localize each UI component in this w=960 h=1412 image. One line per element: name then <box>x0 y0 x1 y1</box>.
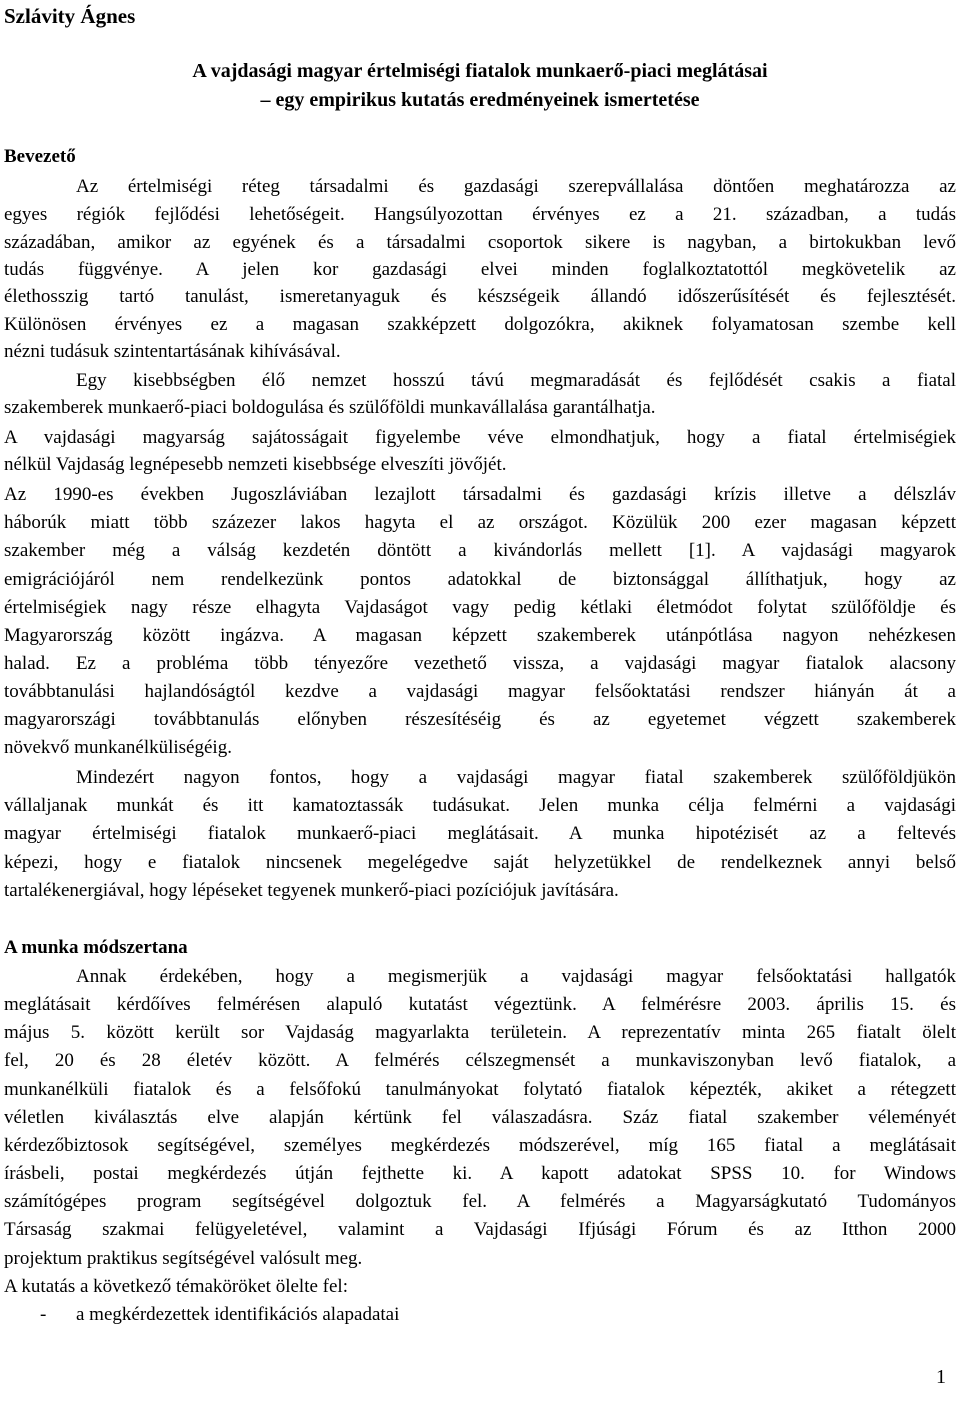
body-line: Mindezért nagyon fontos, hogy a vajdasági magyar fiatal szakemberek szülőföldjükön <box>76 767 956 788</box>
body-line: Az értelmiségi réteg társadalmi és gazdasági szerepvállalása döntően meghatározza az <box>76 176 956 197</box>
body-line: Egy kisebbségben élő nemzet hosszú távú megmaradását és fejlődését csakis a fiatal <box>76 370 956 391</box>
body-line: meglátásait kérdőíves felmérésen alapuló kutatást végeztünk. A felmérésre 2003. április 15. és <box>4 994 956 1015</box>
page-number: 1 <box>936 1366 946 1388</box>
body-line: véletlen kiválasztás elve alapján kértünk fel válaszadásra. Száz fiatal szakember véleményét <box>4 1107 956 1128</box>
body-line: kérdezőbiztosok segítségével, személyes megkérdezés módszerével, míg 165 fiatal a meglátásait <box>4 1135 956 1156</box>
body-line: május 5. között került sor Vajdaság magyarlakta területein. A reprezentatív minta 265 fiatalt ölelt <box>4 1022 956 1043</box>
body-line: A kutatás a következő témaköröket ölelte fel: <box>4 1276 348 1297</box>
bullet-item: a megkérdezettek identifikációs alapadatai <box>76 1304 400 1325</box>
body-line: élethosszig tartó tanulást, ismeretanyaguk és készségeik állandó időszerűsítését és fejlesztését. <box>4 286 956 307</box>
body-line: Magyarország között ingázva. A magasan képzett szakemberek utánpótlása nagyon nehézkesen <box>4 625 956 646</box>
bullet-dash: - <box>40 1304 47 1325</box>
body-line: munkanélküli fiatalok és a felsőfokú tanulmányokat folytató fiatalok képezték, akiket a rétegzett <box>4 1079 956 1100</box>
body-line: projektum praktikus segítségével valósult meg. <box>4 1248 363 1269</box>
body-line: magyarországi továbbtanulás előnyben részesítéséig és az egyetemet végzett szakemberek <box>4 709 956 730</box>
body-line: Különösen érvényes ez a magasan szakképzett dolgozókra, akiknek folyamatosan szembe kell <box>4 314 956 335</box>
body-line: számítógépes program segítségével dolgoztuk fel. A felmérés a Magyarságkutató Tudományos <box>4 1191 956 1212</box>
body-line: tartalékenergiával, hogy lépéseket tegyenek munkerő-piaci pozíciójuk javítására. <box>4 880 619 901</box>
body-line: szakemberek munkaerő-piaci boldogulása és szülőföldi munkavállalása garantálhatja. <box>4 397 656 418</box>
body-line: írásbeli, postai megkérdezés útján fejthette ki. A kapott adatokat SPSS 10. for Windows <box>4 1163 956 1184</box>
body-line: egyes régiók fejlődési lehetőségeit. Hangsúlyozottan érvényes ez a 21. században, a tudás <box>4 204 956 225</box>
body-line: háborúk miatt több százezer lakos hagyta el az országot. Közülük 200 ezer magasan képzett <box>4 512 956 533</box>
title-line-1: A vajdasági magyar értelmiségi fiatalok munkaerő-piaci meglátásai <box>192 60 768 82</box>
body-line: vállaljanak munkát és itt kamatoztassák tudásukat. Jelen munka célja felmérni a vajdasági <box>4 795 956 816</box>
body-line: továbbtanulási hajlandóságtól kezdve a vajdasági magyar felsőoktatási rendszer hiányán át a <box>4 681 956 702</box>
body-line: értelmiségiek nagy része elhagyta Vajdaságot vagy pedig kétlaki életmódot folytat szülőföldje és <box>4 597 956 618</box>
body-line: A vajdasági magyarság sajátosságait figyelembe véve elmondhatjuk, hogy a fiatal értelmiségiek <box>4 427 956 448</box>
body-line: Az 1990-es években Jugoszláviában lezajlott társadalmi és gazdasági krízis illetve a délszláv <box>4 484 956 505</box>
body-line: emigrációjáról nem rendelkezünk pontos adatokkal de biztonsággal állíthatjuk, hogy az <box>4 569 956 590</box>
body-line: nézni tudásuk szintentartásának kihívásával. <box>4 341 341 362</box>
body-line: magyar értelmiségi fiatalok munkaerő-piaci meglátásait. A munka hipotézisét az a feltevés <box>4 823 956 844</box>
title-line-2: – egy empirikus kutatás eredményeinek ismertetése <box>260 89 700 111</box>
section-heading-intro: Bevezető <box>4 146 76 167</box>
section-heading-method: A munka módszertana <box>4 937 188 958</box>
body-line: szakember még a válság kezdetén döntött a kivándorlás mellett [1]. A vajdasági magyarok <box>4 540 956 561</box>
body-line: fel, 20 és 28 életév között. A felmérés célszegmensét a munkaviszonyban levő fiatalok, a <box>4 1050 956 1071</box>
author-name: Szlávity Ágnes <box>4 4 136 28</box>
body-line: halad. Ez a probléma több tényezőre vezethető vissza, a vajdasági magyar fiatalok alacsony <box>4 653 956 674</box>
body-line: képezi, hogy e fiatalok nincsenek megelégedve saját helyzetükkel de rendelkeznek annyi belső <box>4 852 956 873</box>
body-line: Annak érdekében, hogy a megismerjük a vajdasági magyar felsőoktatási hallgatók <box>76 966 956 987</box>
body-line: Társaság szakmai felügyeletével, valamint a Vajdasági Ifjúsági Fórum és az Itthon 2000 <box>4 1219 956 1240</box>
body-line: századában, amikor az egyének és a társadalmi csoportok sikere is nagyban, a birtokukban levő <box>4 232 956 253</box>
body-line: nélkül Vajdaság legnépesebb nemzeti kisebbsége elveszíti jövőjét. <box>4 454 507 475</box>
body-line: tudás függvénye. A jelen kor gazdasági elvei minden foglalkoztatottól megkövetelik az <box>4 259 956 280</box>
body-line: növekvő munkanélküliségéig. <box>4 737 232 758</box>
